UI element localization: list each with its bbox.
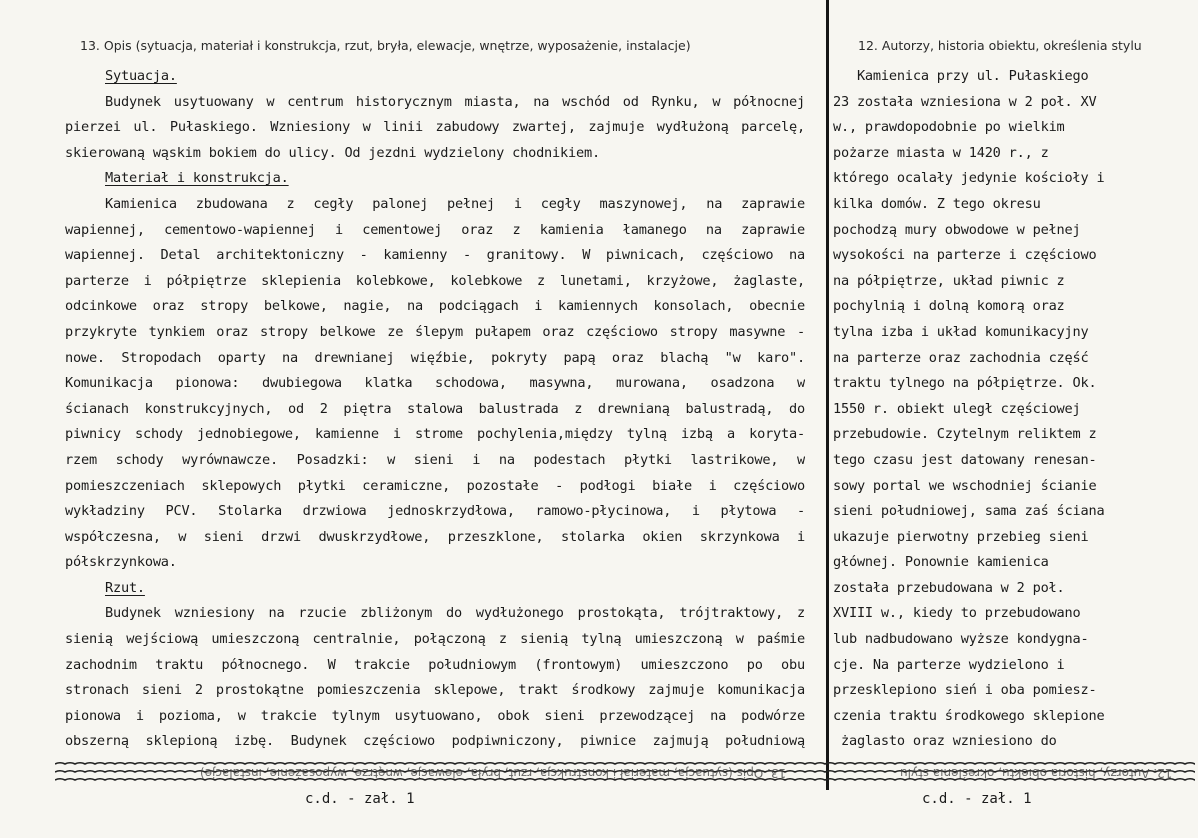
mirrored-section-13-header: 13. Opis (sytuacja, materiał i konstrukcja, rzut, bryła, elewacje, wnętrze, wyposażenie, instalacje) [200, 766, 787, 780]
text-line: pionowa i pozioma, w trakcie tylnym usytuowano, obok sieni przewodzącej na podwórze [65, 707, 805, 724]
text-line: półskrzynkowa. [65, 554, 177, 571]
text-line: przykryte tynkiem oraz stropy belkowe ze ślepym pułapem oraz częściowo stropy masywne - [65, 323, 805, 340]
history-line: 1550 r. obiekt uległ częściowej [833, 400, 1081, 417]
text-line: zachodnim traktu północnego. W trakcie południowym (frontowym) umieszczono po obu [65, 656, 805, 673]
text-line: wapiennej, cementowo-wapiennej i cementowej oraz z kamienia łamanego na zaprawie [65, 221, 805, 238]
history-line: XVIII w., kiedy to przebudowano [833, 605, 1081, 622]
section-heading [65, 576, 805, 602]
text-line: rzem schody wyrównawcze. Posadzki: w sieni i na podestach płytki lastrikowe, w [65, 451, 805, 468]
history-line: pochodzą mury obwodowe w pełnej [833, 221, 1081, 238]
history-line: 23 została wzniesiona w 2 poł. XV [833, 93, 1097, 110]
history-line: pochylnią i dolną komorą oraz [833, 298, 1065, 315]
text-line: pomieszczeniach sklepowych płytki ceramiczne, pozostałe - podłogi białe i częściowo [65, 477, 805, 494]
text-line: wykładziny PCV. Stolarka drzwiowa jednoskrzydłowa, ramowo-płycinowa, i płytowa - [65, 503, 805, 520]
description-column [65, 64, 805, 755]
continuation-note-right: c.d. - zał. 1 [922, 791, 1032, 807]
mirrored-section-12-header: 12. Autorzy, historia obiektu, określenia stylu [900, 766, 1173, 780]
history-line: żaglasto oraz wzniesiono do [833, 733, 1057, 750]
text-line: skierowaną wąskim bokiem do ulicy. Od jezdni wydzielony chodnikiem. [65, 144, 600, 161]
history-line: przebudowie. Czytelnym reliktem z [833, 426, 1097, 443]
text-line: piwnicy schody jednobiegowe, kamienne i strome pochylenia,między tylną izbą a koryta- [65, 426, 805, 443]
text-line: Budynek wzniesiony na rzucie zbliżonym do wydłużonego prostokąta, trójtraktowy, z [105, 605, 805, 622]
history-line: na półpiętrze, układ piwnic z [833, 272, 1065, 289]
continuation-note-left: c.d. - zał. 1 [305, 791, 415, 807]
history-line: ukazuje pierwotny przebieg sieni [833, 528, 1089, 545]
section-12-header: 12. Autorzy, historia obiektu, określenia stylu [858, 38, 1142, 53]
text-line: nowe. Stropodach oparty na drewnianej więźbie, pokryty papą oraz blachą "w karo". [65, 349, 805, 366]
text-line: pierzei ul. Pułaskiego. Wzniesiony w linii zabudowy zwartej, zajmuje wydłużoną parcelę, [65, 119, 805, 136]
history-line: kilka domów. Z tego okresu [833, 195, 1041, 212]
history-line: na parterze oraz zachodnia część [833, 349, 1089, 366]
text-line: Komunikacja pionowa: dwubiegowa klatka schodowa, masywna, murowana, osadzona w [65, 375, 805, 392]
history-line: została przebudowana w 2 poł. [833, 579, 1065, 596]
history-column [833, 64, 1133, 755]
text-line: Kamienica zbudowana z cegły palonej pełnej i cegły maszynowej, na zaprawie [105, 195, 805, 212]
history-line: głównej. Ponownie kamienica [833, 554, 1049, 571]
history-line: tylna izba i układ komunikacyjny [833, 323, 1089, 340]
history-line: Kamienica przy ul. Pułaskiego [833, 68, 1089, 84]
section-heading [65, 64, 805, 90]
text-line: obszerną sklepioną izbę. Budynek częściowo podpiwniczony, piwnice zajmują południową [65, 733, 805, 750]
history-line: wysokości na parterze i częściowo [833, 247, 1097, 264]
text-line: stronach sieni 2 prostokątne pomieszczenia sklepowe, trakt środkowy zajmuje komunikacja [65, 682, 805, 699]
text-line: odcinkowe oraz stropy belkowe, nagie, na podciągach i kamiennych konsolach, obecnie [65, 298, 805, 315]
text-line: sienią wejściową umieszczoną centralnie, połączoną z sienią tylną umieszczoną w paśmie [65, 631, 805, 648]
history-line: pożarze miasta w 1420 r., z [833, 144, 1049, 161]
text-line: parterze i półpiętrze sklepienia kolebkowe, kolebkowe z lunetami, krzyżowe, żaglaste, [65, 272, 805, 289]
text-line: wapiennej. Detal architektoniczny - kamienny - granitowy. W piwnicach, częściowo na [65, 247, 805, 264]
section-heading-text: Materiał i konstrukcja. [105, 170, 289, 187]
section-heading-text: Rzut. [105, 579, 145, 596]
section-heading [65, 166, 805, 192]
history-line: przesklepiono sień i oba pomiesz- [833, 682, 1097, 699]
history-line: traktu tylnego na półpiętrze. Ok. [833, 375, 1097, 392]
history-line: którego ocalały jedynie kościoły i [833, 170, 1105, 187]
text-line: współczesna, w sieni drzwi dwuskrzydłowe, przeszklone, stolarka okien skrzynkowa i [65, 528, 805, 545]
section-13-header: 13. Opis (sytuacja, materiał i konstrukcja, rzut, bryła, elewacje, wnętrze, wyposażenie, instalacje) [80, 38, 691, 53]
text-line: ścianach konstrukcyjnych, od 2 piętra stalowa balustrada z drewnianą balustradą, do [65, 400, 805, 417]
history-line: lub nadbudowano wyższe kondygna- [833, 631, 1089, 648]
section-heading-text: Sytuacja. [105, 68, 177, 84]
history-line: tego czasu jest datowany renesan- [833, 451, 1097, 468]
history-line: cje. Na parterze wydzielono i [833, 656, 1065, 673]
history-line: sowy portal we wschodniej ścianie [833, 477, 1097, 494]
history-line: czenia traktu środkowego sklepione [833, 707, 1105, 724]
column-divider [826, 0, 829, 790]
text-line: Budynek usytuowany w centrum historycznym miasta, na wschód od Rynku, w północnej [105, 93, 805, 110]
history-line: sieni południowej, sama zaś ściana [833, 503, 1105, 520]
history-line: w., prawdopodobnie po wielkim [833, 119, 1065, 136]
